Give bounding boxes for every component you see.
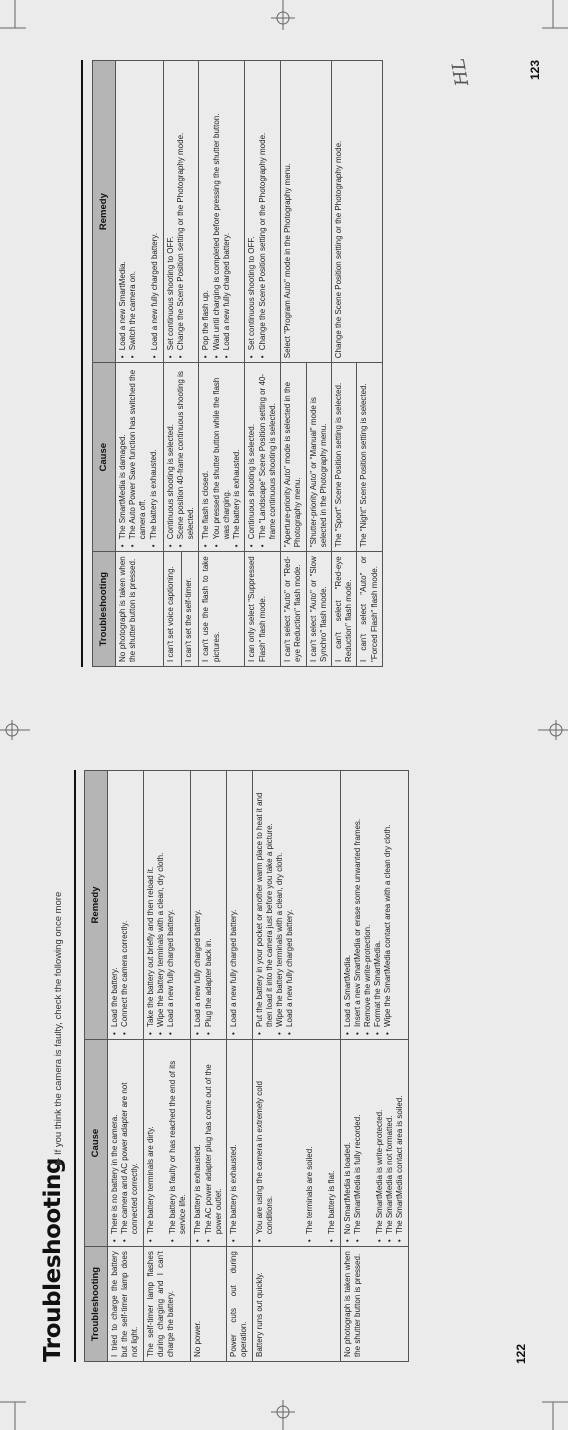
cause-cell <box>199 363 245 552</box>
remedy-item: • Load the battery. <box>110 775 120 1035</box>
page-number: 123 <box>528 60 542 81</box>
cause-item: • You pressed the shutter button while the flash was charging. <box>212 367 232 547</box>
cause-cell <box>252 1039 340 1246</box>
cause-cell <box>163 363 199 552</box>
table-row <box>116 61 164 667</box>
intro-note: ▶ If you think the camera is faulty, check the following once more <box>53 891 64 1165</box>
header-row <box>85 771 108 1362</box>
remedy-cell <box>163 61 199 363</box>
remedy-item: • Set continuous shooting to OFF. <box>166 65 176 358</box>
column-header-troubleshooting: Troubleshooting <box>85 1247 108 1362</box>
cause-item: • You are using the camera in extremely cold conditions. <box>255 1044 275 1242</box>
symptom-cell: I can't select "Red-eye Reduction" flash mode. <box>331 552 356 667</box>
cause-item: • Continuous shooting is selected. <box>247 367 257 547</box>
symptom-cell: I can't use the flash to take pictures. <box>199 552 245 667</box>
remedy-item: • Switch the camera on. <box>128 65 138 358</box>
remedy-cell: Select "Program Auto" mode in the Photography menu. <box>281 61 332 363</box>
cause-item: • No SmartMedia is loaded. <box>343 1044 353 1242</box>
table-row <box>163 61 181 667</box>
symptom-cell: No power. <box>191 1247 227 1362</box>
remedy-item: • Wait until charging is completed before pressing the shutter button. <box>212 65 222 358</box>
remedy-item: • Format the SmartMedia. <box>373 775 383 1035</box>
cause-item: • The flash is closed. <box>201 367 211 547</box>
cause-item: • The SmartMedia is not formatted. <box>385 1044 395 1242</box>
remedy-item: • Wipe the battery terminals with a clean, dry cloth. <box>156 775 166 1035</box>
remedy-cell <box>191 771 227 1040</box>
page-number: 122 <box>514 1343 528 1364</box>
cause-item: • The AC power adapter plug has come out of the power outlet. <box>204 1044 224 1242</box>
cause-cell <box>227 1039 252 1246</box>
remedy-item: • Plug the adapter back in. <box>204 775 214 1035</box>
symptom-cell: I can't select "Auto" or "Forced Flash" flash mode. <box>357 552 382 667</box>
column-header-cause: Cause <box>93 363 116 552</box>
cause-item: • There is no battery in the camera. <box>110 1044 120 1242</box>
troubleshooting-table-right <box>92 60 383 667</box>
symptom-cell: I can't select "Auto" or "Slow Synchro" flash mode. <box>306 552 331 667</box>
header-row <box>93 61 116 667</box>
cause-item: • The SmartMedia contact area is soiled. <box>395 1044 405 1242</box>
cause-cell <box>116 363 164 552</box>
remedy-item: • Load a new fully charged battery. <box>193 775 203 1035</box>
cause-cell: "Shutter-priority Auto" or "Manual" mode is selected in the Photography menu. <box>306 363 331 552</box>
title-rule <box>74 770 76 1362</box>
remedy-item: • Wipe the battery terminals with a clean, dry cloth. <box>275 775 285 1035</box>
cause-cell <box>340 1039 408 1246</box>
cause-item: • The terminals are soiled. <box>305 1044 315 1242</box>
remedy-item: • Load a new fully charged battery. <box>150 65 160 358</box>
cause-item: • Continuous shooting is selected. <box>166 367 176 547</box>
column-header-cause: Cause <box>85 1039 108 1246</box>
symptom-cell: Battery runs out quickly. <box>252 1247 340 1362</box>
remedy-item: • Load a new fully charged battery. <box>166 775 176 1035</box>
remedy-cell <box>143 771 191 1040</box>
column-header-remedy: Remedy <box>93 61 116 363</box>
page-title: Troubleshooting <box>40 1157 66 1362</box>
symptom-cell: I can't select "Auto" or "Red-eye Reduction" flash mode. <box>281 552 306 667</box>
cause-item: • The battery is exhausted. <box>232 367 242 547</box>
table-row <box>191 771 227 1362</box>
cause-cell <box>245 363 281 552</box>
column-header-troubleshooting: Troubleshooting <box>93 552 116 667</box>
cause-item: • The Auto Power Save function has switched the camera off. <box>128 367 148 547</box>
cause-cell <box>143 1039 191 1246</box>
symptom-cell: I tried to charge the battery but the self-timer lamp does not light. <box>108 1247 144 1362</box>
symptom-cell: I can only select "Suppressed Flash" flash mode. <box>245 552 281 667</box>
remedy-item: • Remove the write-protection. <box>363 775 373 1035</box>
page-123 <box>0 56 568 675</box>
title-rule <box>81 60 83 667</box>
remedy-item: • Insert a new SmartMedia or erase some unwanted frames. <box>353 775 363 1035</box>
cause-item: • The battery is exhausted. <box>229 1044 239 1242</box>
cause-item: • The SmartMedia is fully recorded. <box>353 1044 363 1242</box>
cause-item: • The battery is flat. <box>327 1044 337 1242</box>
troubleshooting-table-left <box>84 770 409 1362</box>
table-row <box>281 61 306 667</box>
remedy-cell <box>116 61 164 363</box>
cause-item: • The battery is faulty or has reached the end of its service life. <box>168 1044 188 1242</box>
cause-item: • The SmartMedia is damaged. <box>118 367 128 547</box>
page-122 <box>0 770 568 1370</box>
remedy-item: • Load a SmartMedia. <box>343 775 353 1035</box>
cause-item: • The SmartMedia is write-protected. <box>375 1044 385 1242</box>
table-row <box>108 771 144 1362</box>
handwritten-mark: HL <box>447 56 474 88</box>
symptom-cell: I can't set the self-timer. <box>181 552 199 667</box>
table-row <box>143 771 191 1362</box>
symptom-cell: Power cuts out during operation. <box>227 1247 252 1362</box>
remedy-cell <box>252 771 340 1040</box>
cause-item: • The battery is exhausted. <box>149 367 159 547</box>
cause-item: • Scene position 40-frame continuous shooting is selected. <box>176 367 196 547</box>
symptom-cell: The self-timer lamp flashes during charging and I can't charge the battery. <box>143 1247 191 1362</box>
remedy-item: • Wipe the SmartMedia contact area with a clean dry cloth. <box>383 775 393 1035</box>
cause-item: • The battery is exhausted. <box>193 1044 203 1242</box>
cause-cell <box>191 1039 227 1246</box>
table-row <box>252 771 340 1362</box>
remedy-item: • Load a new SmartMedia. <box>118 65 128 358</box>
remedy-item: • Load a new fully charged battery. <box>229 775 239 1035</box>
remedy-cell: Change the Scene Position setting or the Photography mode. <box>331 61 382 363</box>
table-row <box>245 61 281 667</box>
cause-item: • The battery terminals are dirty. <box>146 1044 156 1242</box>
cause-cell: The "Night" Scene Position setting is selected. <box>357 363 382 552</box>
remedy-cell <box>245 61 281 363</box>
remedy-item: • Set continuous shooting to OFF. <box>247 65 257 358</box>
table-row <box>199 61 245 667</box>
cause-item: • The "Landscape" Scene Position setting or 40-frame continuous shooting is selected. <box>258 367 278 547</box>
symptom-cell: No photograph is taken when the shutter button is pressed. <box>340 1247 408 1362</box>
symptom-cell: I can't set voice captioning. <box>163 552 181 667</box>
table-row <box>227 771 252 1362</box>
cause-cell: "Aperture-priority Auto" mode is selected in the Photography menu. <box>281 363 306 552</box>
remedy-item: • Connect the camera correctly. <box>120 775 130 1035</box>
remedy-cell <box>199 61 245 363</box>
remedy-item: • Take the battery out briefly and then reload it. <box>146 775 156 1035</box>
remedy-item: • Change the Scene Position setting or the Photography mode. <box>258 65 268 358</box>
remedy-cell <box>108 771 144 1040</box>
cause-cell: The "Sport" Scene Position setting is selected. <box>331 363 356 552</box>
cause-item: • The camera and AC power adapter are not connected correctly. <box>120 1044 140 1242</box>
remedy-item: • Load a new fully charged battery. <box>222 65 232 358</box>
column-header-remedy: Remedy <box>85 771 108 1040</box>
table-row <box>331 61 356 667</box>
remedy-item: • Put the battery in your pocket or another warm place to heat it and then load it into the camera just before you take a picture. <box>255 775 275 1035</box>
remedy-item: • Change the Scene Position setting or the Photography mode. <box>176 65 186 358</box>
table-row <box>340 771 408 1362</box>
remedy-item: • Load a new fully charged battery. <box>285 775 295 1035</box>
remedy-item: • Pop the flash up. <box>201 65 211 358</box>
remedy-cell <box>227 771 252 1040</box>
remedy-cell <box>340 771 408 1040</box>
cause-cell <box>108 1039 144 1246</box>
symptom-cell: No photograph is taken when the shutter button is pressed. <box>116 552 164 667</box>
